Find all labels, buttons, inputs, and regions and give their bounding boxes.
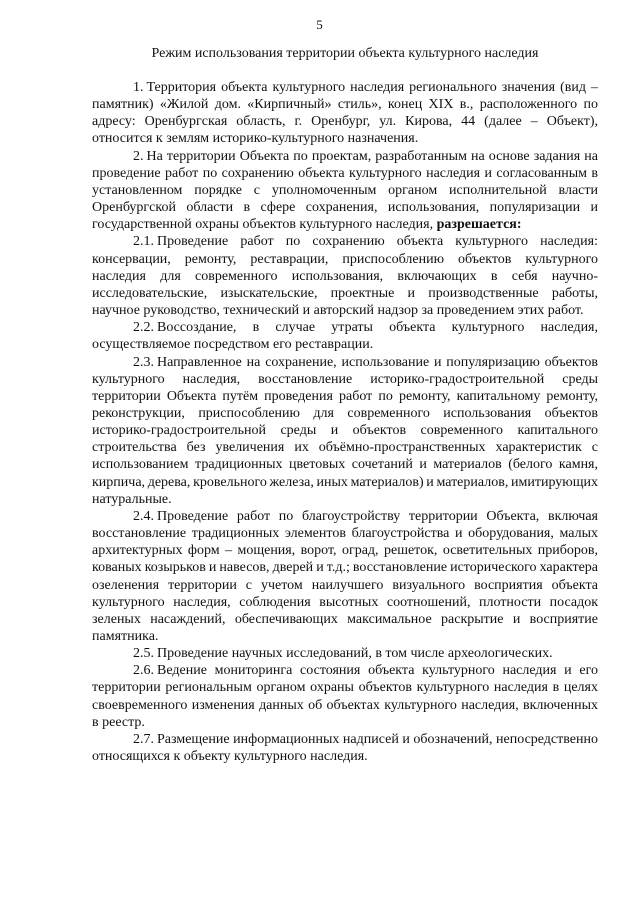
paragraph-text: Проведение работ по благоустройству территории Объекта, включая восстановление традиционных элементов благоустройства и оборудования, малых архитектурных форм – мощения, ворот, оград, решеток, осветительных приборов, кованых козырьков и навесов, дверей и т.д.; восстановление исторического характера озеленения территории с учетом наилучшего визуального восприятия объекта культурного наследия, соблюдения высотных соотношений, плотности посадок зеленых насаждений, обеспечивающих максимальное раскрытие и восприятие памятника. bbox=[92, 508, 598, 644]
paragraph-number: 2.4. bbox=[133, 508, 154, 524]
paragraph-number: 2.1. bbox=[133, 234, 154, 250]
paragraph-text: Воссоздание, в случае утраты объекта культурного наследия, осуществляемое посредством его реставрации. bbox=[92, 320, 598, 353]
paragraph-text: Территория объекта культурного наследия регионального значения (вид – памятник) «Жилой дом. «Кирпичный» стиль», конец XIX в., расположенного по адресу: Оренбургская область, г. Оренбург, ул. Кирова, 44 (далее – Объект), относится к землям историко-культурного назначения. bbox=[92, 80, 598, 147]
paragraph-2-3 bbox=[92, 354, 598, 508]
paragraph-number: 2.2. bbox=[133, 320, 154, 336]
paragraph-number: 2.5. bbox=[133, 646, 154, 662]
paragraph-2 bbox=[92, 148, 598, 234]
paragraph-text: Проведение научных исследований, в том числе археологических. bbox=[157, 646, 553, 662]
paragraph-1 bbox=[92, 79, 598, 148]
paragraph-2-5 bbox=[92, 645, 598, 662]
page-number: 5 bbox=[316, 17, 323, 32]
document-body bbox=[92, 79, 598, 765]
paragraph-2-6 bbox=[92, 662, 598, 731]
paragraph-2-4 bbox=[92, 508, 598, 645]
paragraph-number: 1. bbox=[133, 80, 144, 95]
paragraph-bold-text: разрешается: bbox=[436, 217, 522, 233]
paragraph-number: 2.3. bbox=[133, 354, 154, 370]
paragraph-2-7 bbox=[92, 731, 598, 765]
paragraph-text: Ведение мониторинга состояния объекта культурного наследия и его территории региональным органом охраны объектов культурного наследия в целях своевременного изменения данных об объектах культурного наследия, включенных в реестр. bbox=[92, 663, 598, 730]
paragraph-text: Направленное на сохранение, использование и популяризацию объектов культурного наследия, восстановление историко-градостроительной среды территории Объекта путём проведения работ по ремонту, капитальному ремонту, реконструкции, приспособлению для современного использования объектов историко-градостроительной среды и объектов современного капитального строительства без увеличения их объёмно-пространственных характеристик с использованием традиционных цветовых сочетаний и материалов (белого камня, кирпича, дерева, кровельного железа, иных материалов) и материалов, имитирующих натуральные. bbox=[92, 354, 598, 507]
document-title: Режим использования территории объекта культурного наследия bbox=[151, 46, 539, 61]
paragraph-number: 2.6. bbox=[133, 663, 154, 679]
paragraph-2-1 bbox=[92, 233, 598, 319]
paragraph-number: 2.7. bbox=[133, 731, 154, 747]
paragraph-text: На территории Объекта по проектам, разработанным на основе задания на проведение работ по сохранению объекта культурного наследия и согласованным в установленном порядке с уполномоченным органом исполнительной власти Оренбургской области в сфере сохранения, использования, популяризации и государственной охраны объектов культурного наследия, bbox=[92, 148, 598, 233]
paragraph-text: Размещение информационных надписей и обозначений, непосредственно относящихся к объекту культурного наследия. bbox=[92, 731, 598, 765]
paragraph-2-2 bbox=[92, 319, 598, 353]
paragraph-number: 2. bbox=[133, 148, 144, 164]
paragraph-text: Проведение работ по сохранению объекта культурного наследия: консервации, ремонту, реставрации, приспособлению объектов культурного наследия для современного использования, включающих в себя научно-исследовательские, изыскательские, проектные и производственные работы, научное руководство, технический и авторский надзор за проведением этих работ. bbox=[92, 234, 598, 319]
